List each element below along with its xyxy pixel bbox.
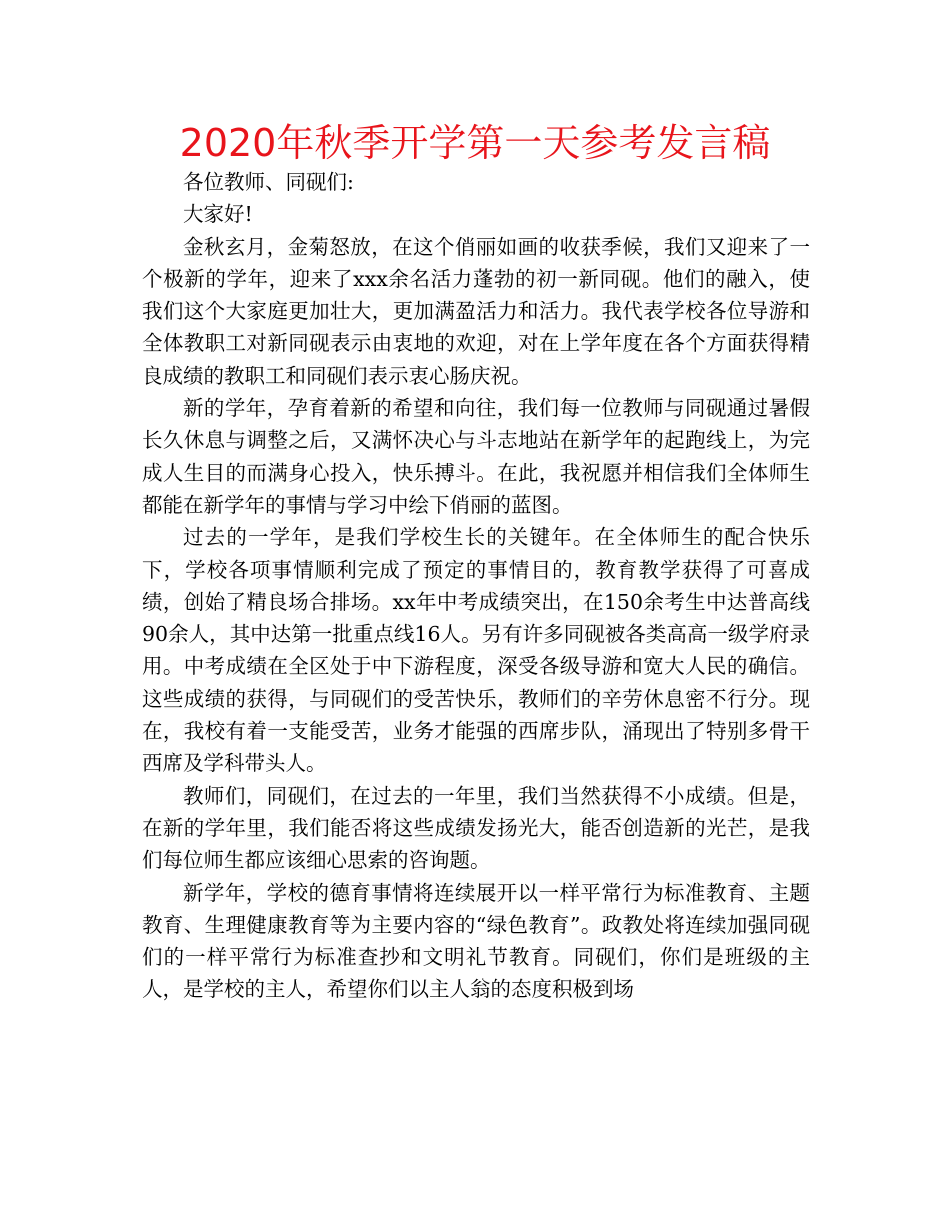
paragraph-greeting: 大家好!: [183, 202, 253, 227]
document-body: [142, 166, 810, 1006]
paragraph-past-year: 过去的一学年，是我们学校生长的关键年。在全体师生的配合快乐下，学校各项事情顺利完成了预定的事情目的，教育教学获得了可喜成绩，创始了精良场合排场。xx年中考成绩突出，在150余考生中达普高线90余人，其中达第一批重点线16人。另有许多同砚被各类高高一级学府录用。中考成绩在全区处于中下游程度，深受各级导游和宽大人民的确信。这些成绩的获得，与同砚们的受苦快乐，教师们的辛劳休息密不行分。现在，我校有着一支能受苦，业务才能强的西席步队，涌现出了特别多骨干西席及学科带头人。: [142, 525, 810, 776]
paragraph-reflection: 教师们，同砚们，在过去的一年里，我们当然获得不小成绩。但是，在新的学年里，我们能否将这些成绩发扬光大，能否创造新的光芒，是我们每位师生都应该细心思索的咨询题。: [142, 783, 810, 873]
paragraph-welcome: 金秋玄月，金菊怒放，在这个俏丽如画的收获季候，我们又迎来了一个极新的学年，迎来了xxx余名活力蓬勃的初一新同砚。他们的融入，使我们这个大家庭更加壮大，更加满盈活力和活力。我代表学校各位导游和全体教职工对新同砚表示由衷地的欢迎，对在上学年度在各个方面获得精良成绩的教职工和同砚们表示衷心肠庆祝。: [142, 234, 810, 388]
paragraph-new-year: 新的学年，孕育着新的希望和向往，我们每一位教师与同砚通过暑假长久休息与调整之后，又满怀决心与斗志地站在新学年的起跑线上，为完成人生目的而满身心投入，快乐搏斗。在此，我祝愿并相信我们全体师生都能在新学年的事情与学习中绘下俏丽的蓝图。: [142, 396, 810, 517]
paragraph-moral-education: 新学年，学校的德育事情将连续展开以一样平常行为标准教育、主题教育、生理健康教育等为主要内容的“绿色教育”。政教处将连续加强同砚们的一样平常行为标准查抄和文明礼节教育。同砚们，你们是班级的主人，是学校的主人，希望你们以主人翁的态度积极到场: [142, 880, 810, 1002]
paragraph-salutation: 各位教师、同砚们:: [183, 170, 354, 194]
document-title: 2020年秋季开学第一天参考发言稿: [179, 121, 771, 165]
